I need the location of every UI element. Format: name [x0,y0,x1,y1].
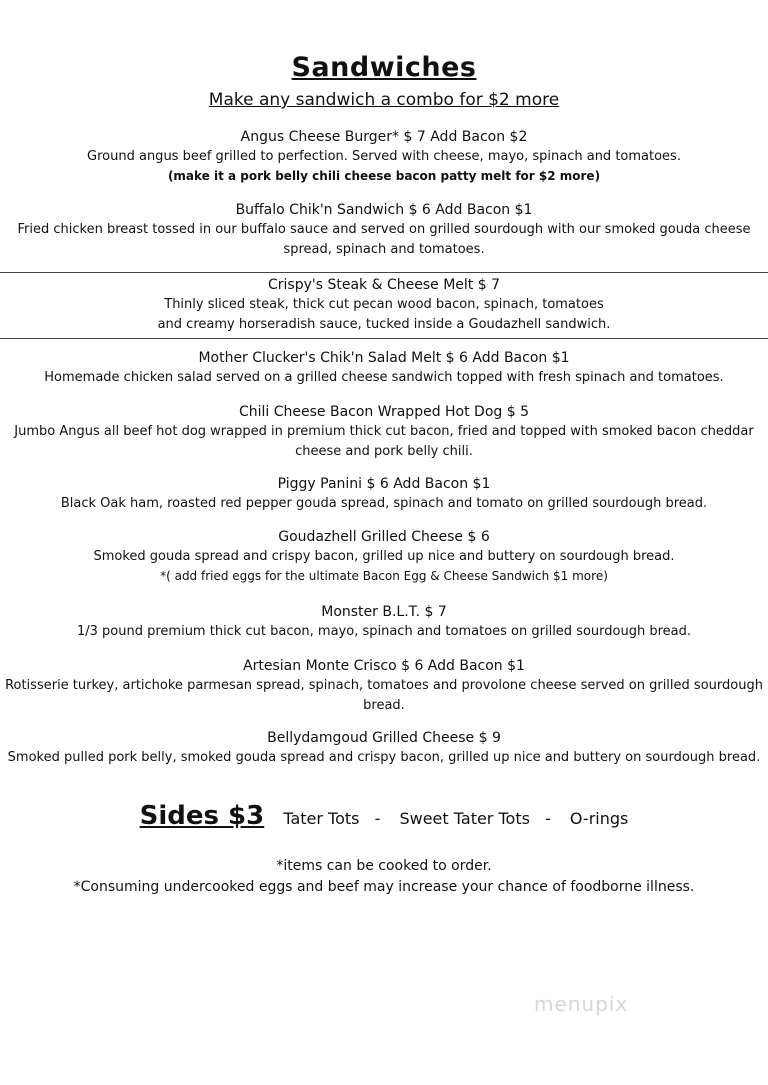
item-name: Goudazhell Grilled Cheese $ 6 [278,529,490,545]
side-option: Tater Tots [283,809,360,828]
item-description: Ground angus beef grilled to perfection. Served with cheese, mayo, spinach and tomatoes. [87,149,681,164]
item-description: Fried chicken breast tossed in our buffalo sauce and served on grilled sourdough with our smoked gouda cheese spread, spinach and tomatoes. [17,222,751,257]
menu-title: Sandwiches [291,52,477,83]
item-description: Black Oak ham, roasted red pepper gouda spread, spinach and tomato on grilled sourdough bread. [60,496,708,511]
item-note: *( add fried eggs for the ultimate Bacon Egg & Cheese Sandwich $1 more) [160,569,608,583]
menu-item [0,402,768,462]
footnote: *Consuming undercooked eggs and beef may increase your chance of foodborne illness. [73,879,695,895]
side-option: Sweet Tater Tots [399,809,530,828]
menu-subtitle: Make any sandwich a combo for $2 more [208,90,560,110]
menu-item [0,602,768,642]
side-separator: - [545,809,551,828]
item-name: Piggy Panini $ 6 Add Bacon $1 [277,476,491,492]
item-name: Monster B.L.T. $ 7 [321,604,447,620]
menu-item [0,527,768,586]
item-name: Crispy's Steak & Cheese Melt $ 7 [268,277,500,293]
item-name: Bellydamgoud Grilled Cheese $ 9 [267,730,501,746]
item-description: Thinly sliced steak, thick cut pecan wood bacon, spinach, tomatoes and creamy horseradish sauce, tucked inside a Goudazhell sandwich. [157,297,611,332]
menu-item [0,275,768,335]
item-description: 1/3 pound premium thick cut bacon, mayo, spinach and tomatoes on grilled sourdough bread. [76,624,691,639]
item-name: Chili Cheese Bacon Wrapped Hot Dog $ 5 [238,404,530,420]
item-name: Artesian Monte Crisco $ 6 Add Bacon $1 [243,658,525,674]
divider [0,272,768,273]
menu-item [0,656,768,716]
divider [0,338,768,339]
watermark: menupix [534,992,629,1016]
sides-label: Sides $3 [139,801,265,831]
side-separator: - [374,809,381,828]
menu-item [0,127,768,186]
side-option: O-rings [569,809,629,828]
item-name: Angus Cheese Burger* $ 7 Add Bacon $2 [240,129,528,145]
menu-item [0,474,768,514]
menu-item [0,348,768,388]
item-description: Smoked pulled pork belly, smoked gouda spread and crispy bacon, grilled up nice and buttery on sourdough bread. [7,750,761,765]
item-description: Jumbo Angus all beef hot dog wrapped in premium thick cut bacon, fried and topped with smoked bacon cheddar cheese and pork belly chili. [14,424,754,459]
item-description: Smoked gouda spread and crispy bacon, grilled up nice and buttery on sourdough bread. [93,549,675,564]
sides-section [0,801,768,831]
item-description: Rotisserie turkey, artichoke parmesan spread, spinach, tomatoes and provolone cheese served on grilled sourdough bread. [5,678,763,713]
footnote: *items can be cooked to order. [276,858,492,874]
item-name: Buffalo Chik'n Sandwich $ 6 Add Bacon $1 [235,202,533,218]
item-note: (make it a pork belly chili cheese bacon patty melt for $2 more) [167,169,601,183]
menu-item [0,200,768,260]
item-name: Mother Clucker's Chik'n Salad Melt $ 6 Add Bacon $1 [198,350,570,366]
menu-item [0,728,768,768]
item-description: Homemade chicken salad served on a grilled cheese sandwich topped with fresh spinach and tomatoes. [44,370,724,385]
